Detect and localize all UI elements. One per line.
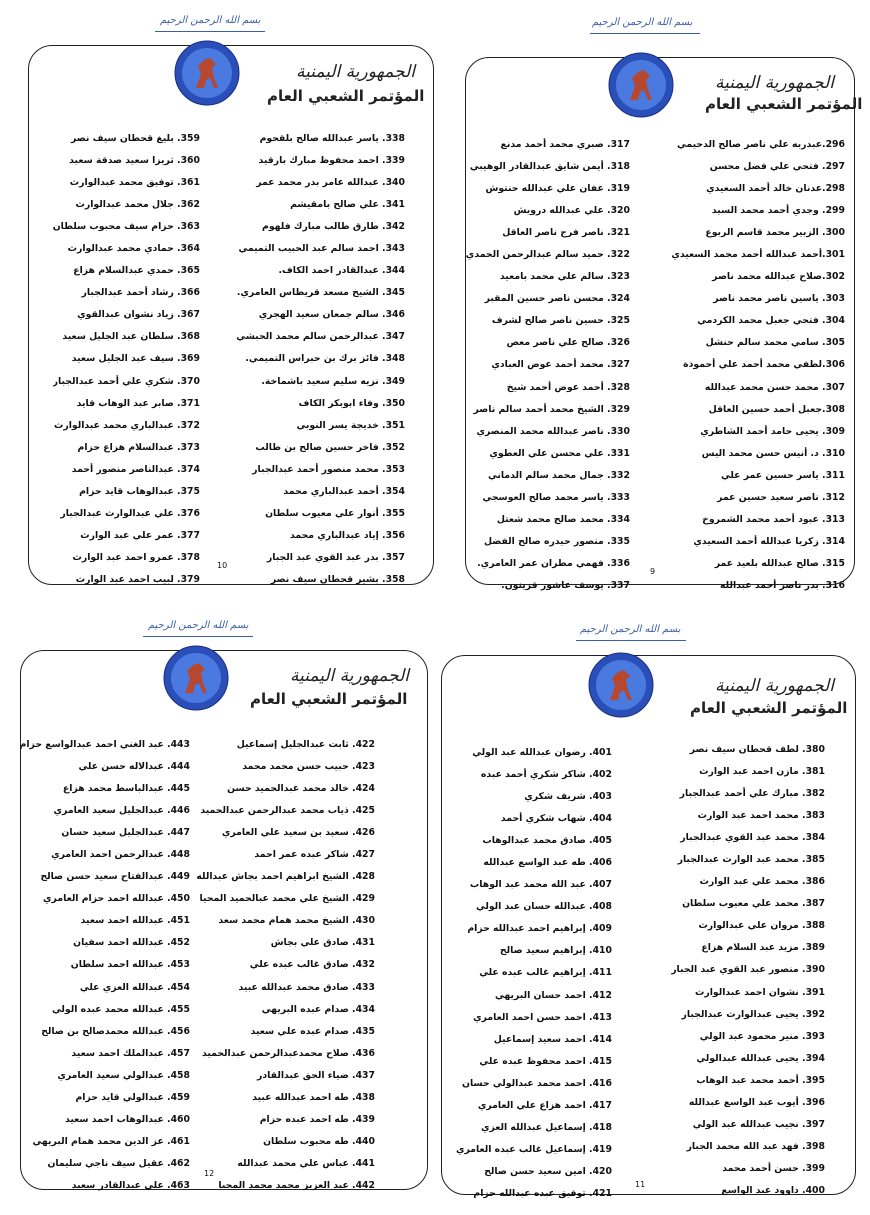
list-item: 393. منير محمود عبد الولي — [699, 1030, 825, 1042]
names-column-right — [236, 128, 405, 591]
list-item: 363. حزام سيف محبوب سلطان — [52, 221, 200, 233]
list-item: 329. الشيخ محمد أحمد سالم ناصر — [473, 403, 630, 415]
list-item: 348. فائز برك بن حبراس التميمي. — [245, 353, 405, 365]
list-item: 371. صابر عبد الوهاب قايد — [76, 397, 200, 409]
list-item: 397. نجيب عبدالله عبد الولي — [692, 1118, 825, 1130]
list-item: 327. محمد أحمد عوض العبادي — [491, 359, 630, 371]
page-number: 12 — [204, 1169, 215, 1178]
list-item: 463. علي عبدالقادر سعيد — [71, 1179, 190, 1191]
list-item: 366. رشاد أحمد عبدالجبار — [81, 287, 200, 299]
list-item: 425. ذياب محمد عبدالرحمن عبدالحميد — [200, 805, 375, 817]
list-item: 349. نزيه سليم سعيد باشماخة. — [261, 375, 405, 387]
list-item: 415. احمد محفوظ عبده علي — [479, 1055, 612, 1067]
list-item: 406. طه عبد الواسع عبدالله — [483, 857, 612, 869]
list-item: 451. عبدالله احمد سعيد — [80, 915, 190, 927]
basmala: بسم الله الرحمن الرحيم — [580, 624, 681, 635]
list-item: 458. عبدالولي سعيد العامري — [57, 1069, 190, 1081]
list-item: 439. طه احمد عبده حزام — [259, 1113, 375, 1125]
basmala: بسم الله الرحمن الرحيم — [148, 620, 249, 631]
list-item: 454. عبدالله العزي علي — [79, 981, 190, 993]
list-item: 334. محمد صالح محمد شعتل — [496, 513, 630, 525]
list-item: 389. مزيد عبد السلام هزاع — [701, 942, 825, 954]
party-logo-icon — [588, 652, 654, 718]
list-item: 300. الزبير محمد قاسم الربوع — [705, 227, 845, 239]
list-item: 357. بدر عبد القوي عبد الجبار — [266, 551, 405, 563]
list-item: 333. ياسر محمد صالح العوسجي — [482, 491, 630, 503]
list-item: 376. علي عبدالوارث عبدالجبار — [60, 507, 200, 519]
list-item: 375. عبدالوهاب قايد حزام — [79, 485, 200, 497]
list-item: 409. إبراهيم احمد عبدالله حزام — [467, 923, 612, 935]
list-item: 460. عبدالوهاب احمد سعيد — [64, 1113, 190, 1125]
list-item: 335. منصور حيدره صالح الفضل — [484, 535, 630, 547]
basmala-underline — [576, 640, 686, 641]
basmala: بسم الله الرحمن الرحيم — [160, 15, 261, 26]
list-item: 440. طه محبوب سلطان — [263, 1135, 375, 1147]
list-item: 444. عبدالاله حسن علي — [78, 761, 190, 773]
list-item: 307. محمد حسن محمد عبدالله — [704, 381, 845, 393]
party-title: المؤتمر الشعبي العام — [267, 87, 425, 105]
list-item: 384. محمد عبد القوي عبدالجبار — [680, 832, 825, 844]
list-item: 452. عبدالله احمد سفيان — [73, 937, 190, 949]
list-item: 402. شاكر شكري أحمد عبده — [480, 769, 612, 781]
list-item: 326. صالح علي ناصر معص — [506, 337, 630, 349]
list-item: 342. طارق طالب مبارك فلهوم — [262, 221, 405, 233]
list-item: 351. خديجة يسر النوبي — [296, 419, 405, 431]
list-item: 414. احمد سعيد إسماعيل — [493, 1033, 612, 1045]
list-item: 332. جمال محمد سالم الدماني — [487, 469, 630, 481]
list-item: 413. احمد حسن احمد العامري — [473, 1011, 612, 1023]
list-item: 299. وجدي أحمد محمد السيد — [711, 205, 845, 217]
list-item: 447. عبدالجليل سعيد حسان — [61, 827, 190, 839]
list-item: 442. عبد العزيز محمد محمد المحيا — [218, 1179, 375, 1191]
list-item: 429. الشيخ علي محمد عبالحميد المحيا — [199, 893, 375, 905]
list-item: 368. سلطان عبد الجليل سعيد — [62, 331, 200, 343]
list-item: 445. عبدالباسط محمد هزاع — [62, 783, 190, 795]
list-item: 410. إبراهيم سعيد صالح — [499, 945, 612, 957]
list-item: 427. شاكر عبده عمر احمد — [254, 849, 375, 861]
list-item: 296.عبدربه علي ناصر صالح الدحيمي — [676, 139, 845, 150]
list-item: 441. عباس علي محمد عبدالله — [237, 1157, 375, 1169]
list-item: 418. إسماعيل عبدالله العزي — [480, 1121, 612, 1133]
list-item: 319. عفان علي عبدالله حنتوش — [485, 183, 630, 195]
list-item: 311. ياسر حسين عمر علي — [720, 469, 845, 481]
list-item: 355. أنوار علي معيوب سلطان — [265, 507, 405, 519]
list-item: 398. فهد عبد الله محمد الجبار — [686, 1140, 825, 1152]
list-item: 374. عبدالناصر منصور أحمد — [71, 463, 200, 475]
list-item: 373. عبدالسلام هزاع حزام — [77, 441, 200, 453]
list-item: 354. أحمد عبدالباري محمد — [283, 485, 405, 497]
list-item: 387. محمد علي معيوب سلطان — [682, 898, 825, 910]
list-item: 419. إسماعيل غالب عبده العامري — [455, 1143, 612, 1155]
list-item: 420. امين سعيد حسن صالح — [484, 1165, 612, 1177]
list-item: 431. صادق علي بجاش — [270, 937, 375, 949]
list-item: 456. عبدالله محمدصالح بن صالح — [41, 1025, 190, 1037]
list-item: 325. حسين ناصر صالح لشرف — [491, 315, 630, 327]
list-item: 412. احمد حسان البريهي — [494, 989, 612, 1001]
list-item: 301.أحمد عبدالله أحمد محمد السعيدي — [671, 249, 845, 261]
list-item: 343. احمد سالم عبد الحبيب التميمي — [238, 243, 405, 255]
list-item: 331. علي محسن علي العطوي — [489, 447, 630, 459]
names-column-right — [671, 134, 845, 597]
list-item: 432. صادق غالب عبده علي — [249, 959, 375, 971]
list-item: 356. إياد عبدالباري محمد — [289, 529, 405, 541]
republic-calligraphy: الجمهورية اليمنية — [296, 62, 416, 82]
list-item: 423. حبيب حسن محمد محمد — [242, 761, 375, 773]
party-logo-icon — [163, 645, 229, 711]
list-item: 338. ياسر عبدالله صالح بلقحوم — [259, 133, 405, 144]
list-item: 298.عدنان خالد أحمد السعيدي — [706, 183, 845, 195]
party-title: المؤتمر الشعبي العام — [250, 690, 408, 708]
list-item: 449. عبدالفتاح سعيد حسن صالح — [40, 871, 190, 883]
list-item: 345. الشيخ مسعد قريطاس العامري. — [236, 287, 405, 299]
list-item: 347. عبدالرحمن سالم محمد الحبشي — [236, 331, 405, 343]
list-item: 453. عبدالله احمد سلطان — [70, 959, 190, 971]
list-item: 436. صلاح محمدعبدالرحمن عبدالحميد — [201, 1047, 375, 1059]
list-item: 400. داوود عبد الواسع — [721, 1184, 825, 1196]
list-item: 364. حمادي محمد عبدالوارث — [67, 243, 200, 255]
list-item: 401. رضوان عبدالله عبد الولي — [472, 747, 612, 758]
list-item: 367. زياد نشوان عبدالقوي — [77, 309, 200, 321]
list-item: 379. لبيب احمد عبد الوارث — [75, 573, 200, 585]
list-item: 306.لطفي محمد أحمد علي أحموذة — [683, 359, 845, 371]
list-item: 434. صدام عبده البريهي — [261, 1003, 375, 1015]
party-title: المؤتمر الشعبي العام — [690, 699, 848, 717]
page-number: 11 — [635, 1180, 646, 1189]
list-item: 421. توفيق عبده عبدالله حزام — [473, 1187, 612, 1199]
list-item: 424. خالد محمد عبدالحميد حسن — [227, 783, 375, 795]
list-item: 408. عبدالله حسان عبد الولي — [475, 901, 612, 913]
list-item: 461. عز الدين محمد همام البريهي — [32, 1135, 190, 1147]
list-item: 337. يوسف عاشور قرينون. — [501, 579, 630, 591]
list-item: 392. يحيى عبدالوارث عبدالجبار — [681, 1008, 825, 1020]
list-item: 446. عبدالجليل سعيد العامري — [53, 805, 190, 817]
list-item: 350. وفاء ابوبكر الكاف — [298, 397, 405, 409]
basmala: بسم الله الرحمن الرحيم — [592, 17, 693, 28]
list-item: 391. نشوان احمد عبدالوارث — [695, 986, 825, 998]
list-item: 443. عبد الغني احمد عبدالواسع حزام — [19, 739, 190, 750]
list-item: 438. طه احمد عبدالله عبيد — [252, 1091, 375, 1103]
list-item: 422. ثابت عبدالجليل إسماعيل — [236, 739, 375, 750]
list-item: 361. توفيق محمد عبدالوارث — [69, 177, 200, 189]
republic-calligraphy: الجمهورية اليمنية — [715, 676, 835, 696]
page-number: 9 — [650, 567, 656, 576]
list-item: 403. شريف شكري — [524, 791, 612, 803]
list-item: 369. سيف عبد الجليل سعيد — [71, 353, 200, 365]
names-column-right — [671, 739, 825, 1202]
basmala-underline — [590, 33, 700, 34]
list-item: 302.صلاح عبدالله محمد ناصر — [712, 271, 845, 283]
list-item: 435. صدام عبده علي سعيد — [250, 1025, 375, 1037]
list-item: 394. يحيى عبدالله عبدالولي — [696, 1052, 825, 1064]
list-item: 360. ثريزا سعيد صدقة سعيد — [69, 155, 200, 167]
list-item: 318. أيمن شايق عبدالقادر الوهيبي — [469, 161, 630, 173]
list-item: 462. عقيل سيف ناجي سليمان — [47, 1157, 190, 1169]
list-item: 395. أحمد محمد عبد الوهاب — [696, 1074, 825, 1086]
list-item: 399. حسن أحمد محمد — [722, 1162, 825, 1174]
list-item: 339. احمد محفوظ مبارك بارقيد — [258, 155, 405, 167]
names-column-left — [53, 128, 200, 591]
list-item: 346. سالم جمعان سعيد الهجري — [258, 309, 405, 321]
list-item: 430. الشيخ محمد همام محمد سعد — [218, 915, 375, 927]
list-item: 323. سالم علي محمد بامعيد — [499, 271, 630, 283]
list-item: 305. سامي محمد سالم حنشل — [705, 337, 845, 349]
list-item: 417. احمد هزاع علي العامري — [477, 1099, 612, 1111]
list-item: 433. صادق محمد عبدالله عبيد — [238, 981, 375, 993]
list-item: 309. يحيى حامد أحمد الشاطري — [700, 425, 845, 437]
list-item: 407. عبد الله محمد عبد الوهاب — [469, 879, 612, 891]
page-number: 10 — [217, 561, 228, 570]
list-item: 428. الشيخ ابراهيم احمد بجاش عبدالله — [196, 871, 375, 883]
list-item: 383. محمد احمد عبد الوارث — [697, 810, 825, 822]
list-item: 308.جعبل أحمد حسين العاقل — [708, 403, 845, 415]
list-item: 372. عبدالباري محمد عبدالوارث — [54, 419, 200, 431]
list-item: 404. شهاب شكري أحمد — [500, 813, 612, 825]
list-item: 304. فتحي جعبل محمد الكردمي — [697, 315, 845, 327]
list-item: 310. د. أنيس حسن محمد اليس — [701, 447, 845, 459]
list-item: 352. فاخر حسين صالح بن طالب — [255, 441, 405, 453]
list-item: 344. عبدالقادر احمد الكاف. — [278, 265, 405, 277]
names-column-left — [456, 742, 612, 1205]
list-item: 381. مازن احمد عبد الوارث — [699, 766, 825, 778]
list-item: 313. عبود أحمد محمد الشمروخ — [702, 513, 845, 525]
list-item: 377. عمر علي عبد الوارث — [80, 529, 200, 541]
list-item: 336. فهمي مطران عمر العامري. — [477, 557, 630, 569]
list-item: 411. إبراهيم غالب عبده علي — [479, 967, 612, 979]
list-item: 322. حميد سالم عبدالرحمن الحمدي — [465, 249, 630, 261]
list-item: 450. عبدالله احمد حزام العامري — [43, 893, 190, 905]
list-item: 320. علي عبدالله درويش — [513, 205, 630, 217]
list-item: 330. ناصر عبدالله محمد المنصري — [476, 425, 630, 437]
list-item: 365. حمدي عبدالسلام هزاع — [73, 265, 200, 277]
list-item: 358. بشير قحطان سيف نصر — [270, 573, 405, 585]
list-item: 341. علي صالح بامقيشم — [290, 199, 405, 211]
list-item: 388. مروان علي عبدالوارث — [698, 920, 825, 932]
list-item: 382. مبارك علي أحمد عبدالجبار — [679, 788, 825, 800]
list-item: 314. زكريا عبدالله أحمد السعيدي — [693, 535, 845, 547]
list-item: 317. صبري محمد أحمد مدنع — [500, 139, 630, 150]
list-item: 396. أيوب عبد الواسع عبدالله — [688, 1096, 825, 1108]
party-logo-icon — [608, 52, 674, 118]
list-item: 405. صادق محمد عبدالوهاب — [482, 835, 612, 847]
names-column-right — [196, 734, 375, 1197]
list-item: 303. ياسين ناصر محمد ناصر — [713, 293, 845, 305]
list-item: 324. محسن ناصر حسين المقبر — [484, 293, 630, 305]
basmala-underline — [143, 636, 253, 637]
names-column-left — [466, 134, 630, 597]
list-item: 416. احمد محمد عبدالولي حسان — [462, 1077, 612, 1089]
list-item: 312. ناصر سعيد حسين عمر — [717, 491, 845, 503]
list-item: 448. عبدالرحمن احمد العامري — [51, 849, 190, 861]
list-item: 457. عبدالملك احمد سعيد — [71, 1047, 190, 1059]
party-logo-icon — [174, 40, 240, 106]
list-item: 316. بدر ناصر أحمد عبدالله — [720, 579, 845, 591]
list-item: 359. بليغ قحطان سيف نصر — [70, 133, 200, 144]
list-item: 297. فتحي علي فضل محسن — [709, 161, 845, 173]
list-item: 386. محمد علي عبد الوارث — [699, 876, 825, 888]
list-item: 459. عبدالولي قايد حزام — [75, 1091, 190, 1103]
list-item: 380. لطف قحطان سيف نصر — [689, 744, 825, 755]
party-title: المؤتمر الشعبي العام — [705, 95, 863, 113]
list-item: 321. ناصر فرج ناصر العاقل — [502, 227, 630, 239]
list-item: 378. عمرو احمد عبد الوارث — [72, 551, 200, 563]
list-item: 370. شكري علي أحمد عبدالجبار — [52, 375, 200, 387]
republic-calligraphy: الجمهورية اليمنية — [290, 666, 410, 686]
list-item: 353. محمد منصور أحمد عبدالجبار — [252, 463, 405, 475]
names-column-left — [20, 734, 190, 1197]
list-item: 315. صالح عبدالله بلعيد عمر — [714, 557, 845, 569]
basmala-underline — [155, 31, 265, 32]
list-item: 385. محمد عبد الوارث عبدالجبار — [677, 854, 825, 866]
list-item: 390. منصور عبد القوي عبد الجبار — [671, 964, 825, 976]
list-item: 437. ضياء الحق عبدالقادر — [257, 1069, 375, 1081]
list-item: 426. سعيد بن سعيد علي العامري — [221, 827, 375, 839]
list-item: 328. أحمد عوض أحمد شيخ — [506, 381, 630, 393]
republic-calligraphy: الجمهورية اليمنية — [715, 73, 835, 93]
list-item: 340. عبدالله عامر بدر محمد عمر — [256, 177, 405, 189]
list-item: 362. جلال محمد عبدالوارث — [75, 199, 200, 211]
list-item: 455. عبدالله محمد عبده الولي — [52, 1003, 190, 1015]
